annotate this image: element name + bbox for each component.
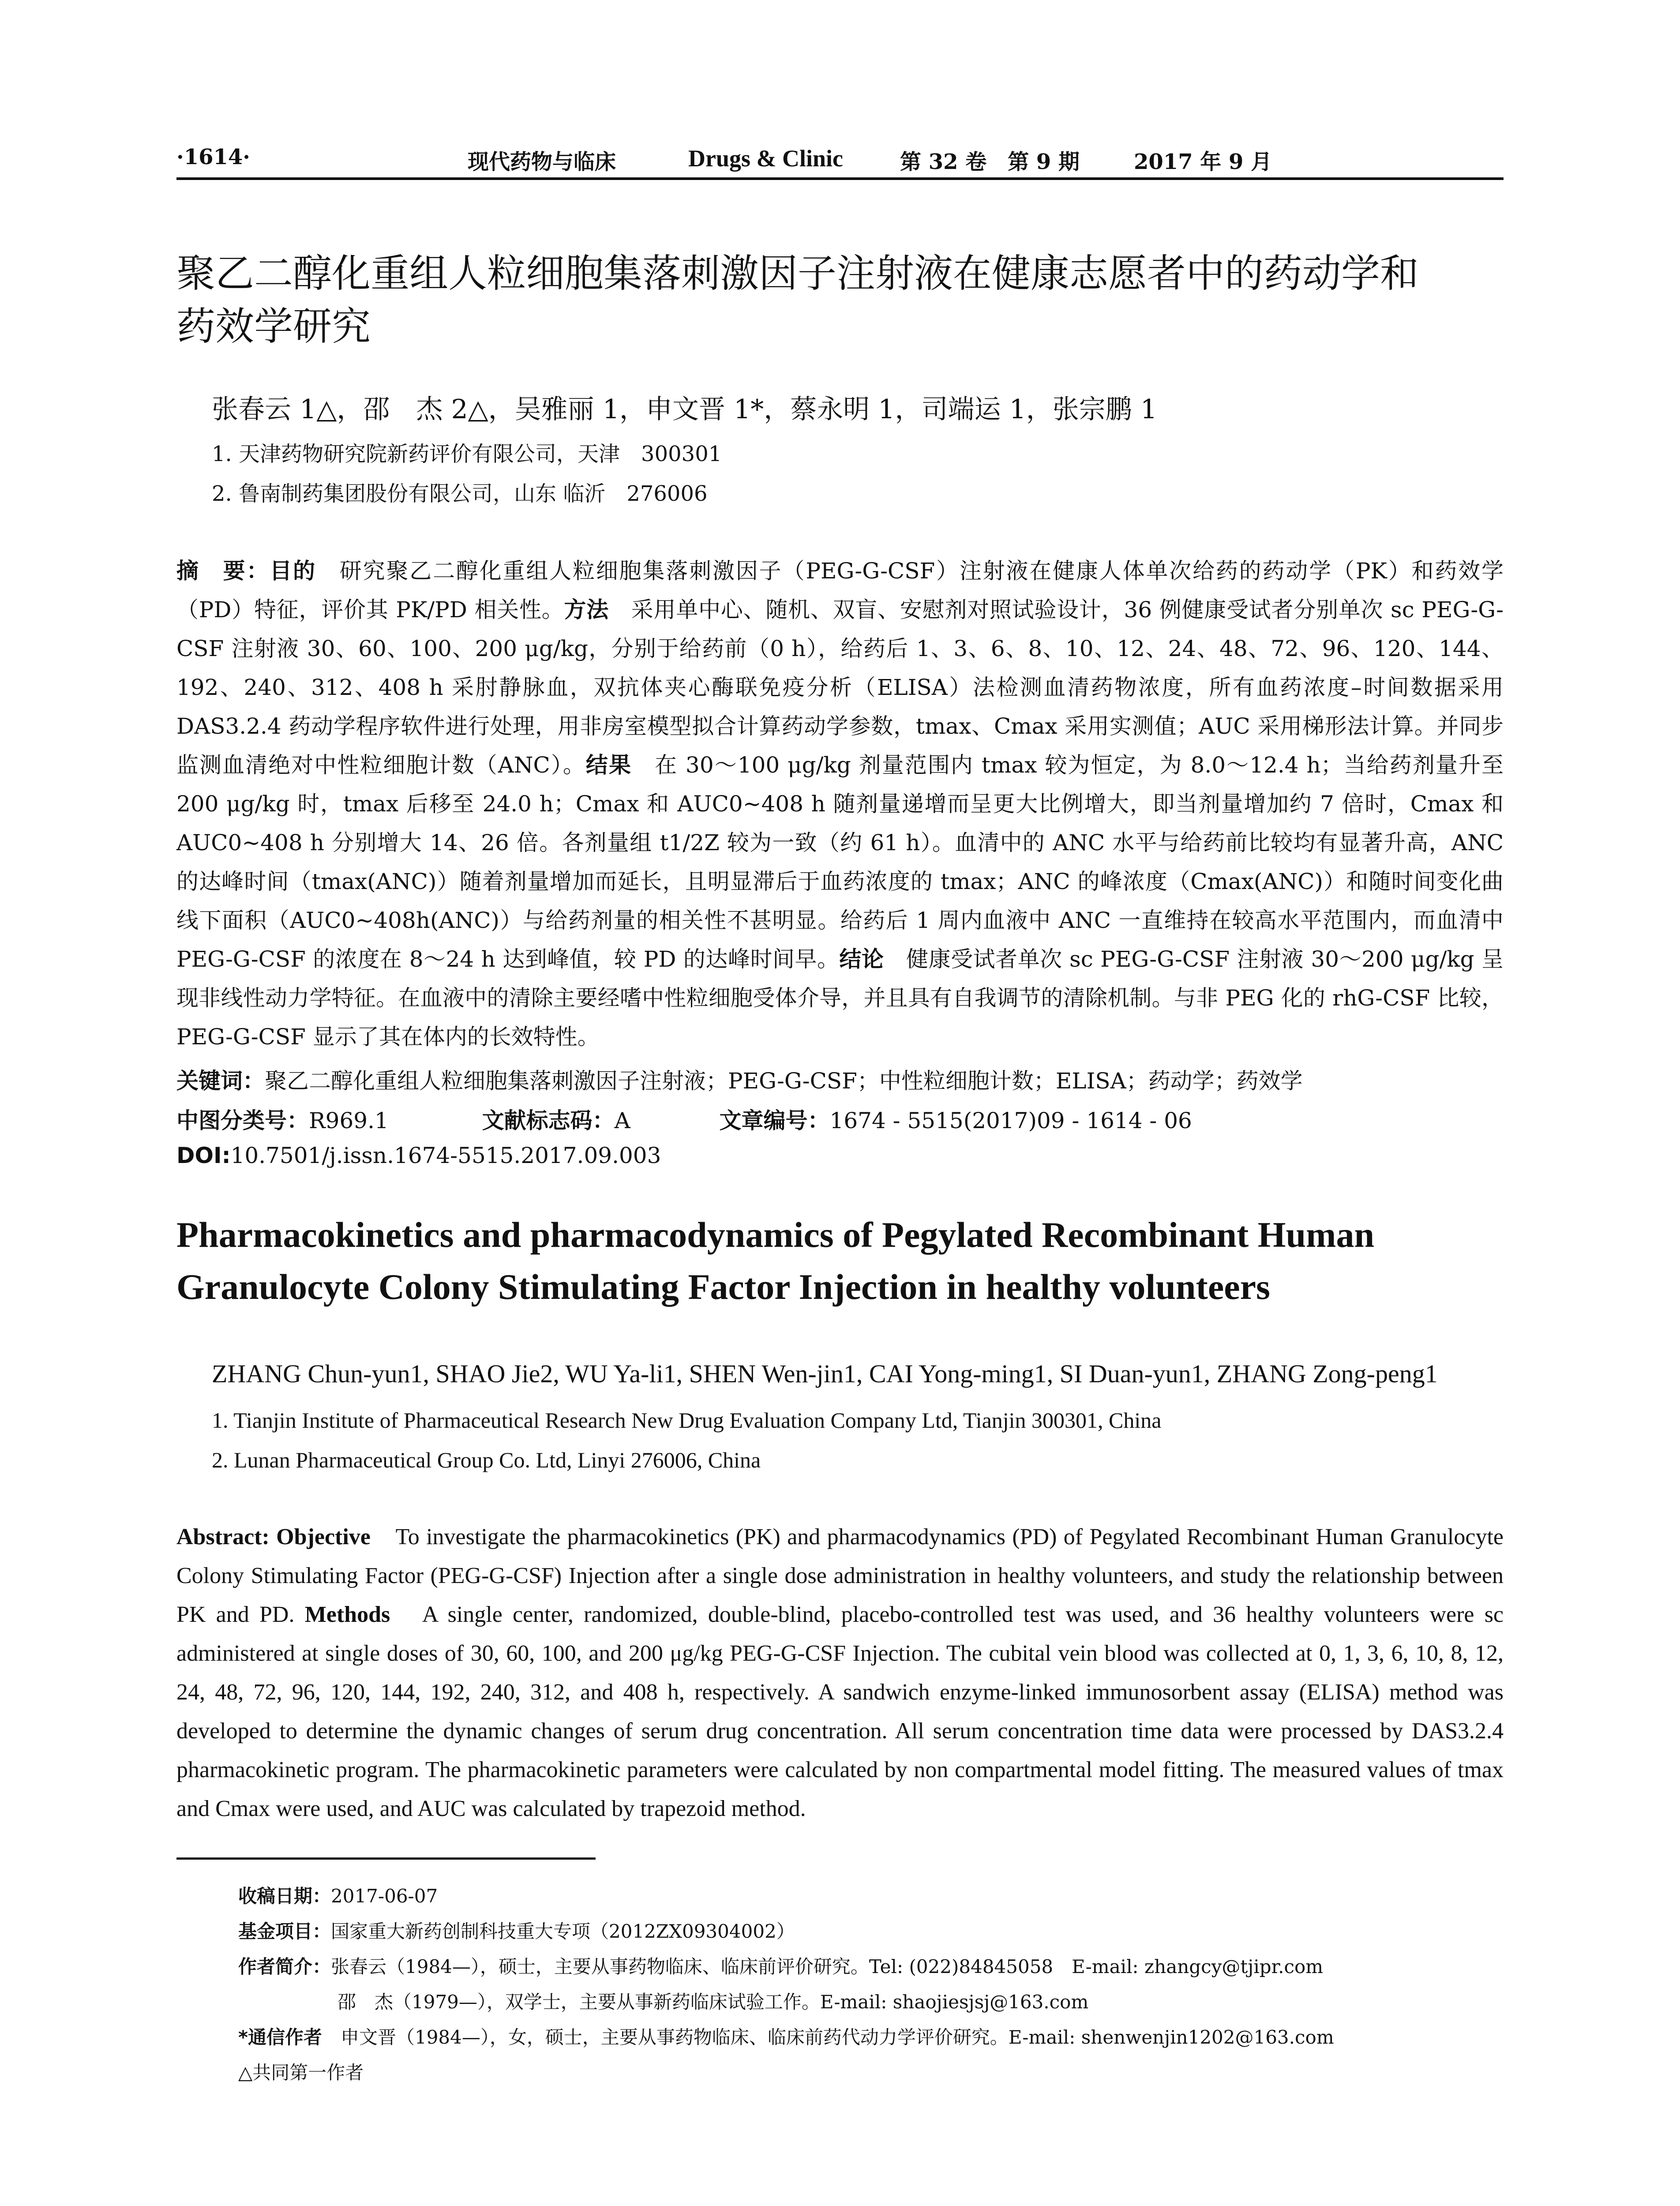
fund-info: 基金项目：国家重大新药创制科技重大专项（2012ZX09304002）	[238, 1921, 795, 1942]
results-text: 在 30～100 μg/kg 剂量范围内 tmax 较为恒定，为 8.0～12.4 h；当给药剂量升至 200 μg/kg 时，tmax 后移至 24.0 h；Cmax 和 AUC0~408 h 随剂量递增而呈更大比例增大，即当剂量增加约 7 倍时，Cmax 和 AUC0~408 h 分别增大 14、26 倍。各剂量组 t1/2Z 较为一致（约 61 h）。血清中的 ANC 水平与给药前比较均有显著升高，ANC 的达峰时间（tmax(ANC)）随着剂量增加而延长，且明显滞后于血药浓度的 tmax；ANC 的峰浓度（Cmax(ANC)）和随时间变化曲线下面积（AUC0~408h(ANC)）与给药剂量的相关性不甚明显。给药后 1 周内血液中 ANC 一直维持在较高水平范围内，而血清中 PEG-G-CSF 的浓度在 8～24 h 达到峰值，较 PD 的达峰时间早。	[176, 752, 1504, 972]
article-no-label: 文章编号：	[719, 1108, 830, 1133]
doc-code-label: 文献标志码：	[482, 1108, 615, 1133]
affiliation-cn-2: 2. 鲁南制药集团股份有限公司，山东 临沂 276006	[212, 481, 708, 506]
classification-line	[176, 1103, 1192, 1135]
methods-en-text: A single center, randomized, double-blind, placebo-controlled test was used, and 36 healthy volunteers were sc administered at single doses of 30, 60, 100, and 200 μg/kg PEG-G-CSF Injection. The cubital vein blood was collected at 0, 1, 3, 6, 10, 8, 12, 24, 48, 72, 96, 120, 144, 192, 240, 312, and 408 h, respectively. A sandwich enzyme-linked immunosorbent assay (ELISA) method was developed to determine the dynamic changes of serum drug concentration. All serum concentration time data were processed by DAS3.2.4 pharmacokinetic program. The pharmacokinetic parameters were calculated by non compartmental model fitting. The measured values of tmax and Cmax were used, and AUC was calculated by trapezoid method.	[176, 1602, 1504, 1821]
journal-name-en: Drugs & Clinic	[688, 145, 843, 172]
abstract-cn	[176, 552, 1504, 1056]
corresponding-author: *通信作者 申文晋（1984—），女，硕士，主要从事药物临床、临床前药代动力学评价研究。E-mail: shenwenjin1202@163.com	[238, 2026, 1334, 2048]
affiliation-cn-1: 1. 天津药物研究院新药评价有限公司，天津 300301	[212, 442, 722, 466]
received-date: 收稿日期：2017-06-07	[238, 1885, 438, 1907]
article-no-value: 1674 - 5515(2017)09 - 1614 - 06	[829, 1108, 1192, 1133]
page-number: ·1614·	[176, 145, 251, 169]
abstract-en	[176, 1518, 1504, 1828]
authors-cn: 张春云 1△，邵 杰 2△，吴雅丽 1，申文晋 1*，蔡永明 1，司端运 1，张宗鹏 1	[212, 394, 1158, 425]
affiliation-en-2: 2. Lunan Pharmaceutical Group Co. Ltd, Linyi 276006, China	[212, 1448, 761, 1472]
authors-en: ZHANG Chun-yun1, SHAO Jie2, WU Ya-li1, SHEN Wen-jin1, CAI Yong-ming1, SI Duan-yun1, ZHANG Zong-peng1	[212, 1359, 1438, 1388]
issue-info: 第 32 卷 第 9 期	[900, 150, 1080, 174]
conclusion-text: 健康受试者单次 sc PEG-G-CSF 注射液 30～200 μg/kg 呈现非线性动力学特征。在血液中的清除主要经嗜中性粒细胞受体介导，并且具有自我调节的清除机制。与非 PEG 化的 rhG-CSF 比较，PEG-G-CSF 显示了其在体内的长效特性。	[176, 946, 1504, 1050]
co-first-author-note: △共同第一作者	[238, 2062, 364, 2083]
objective-text: 研究聚乙二醇化重组人粒细胞集落刺激因子（PEG-G-CSF）注射液在健康人体单次给药的药动学（PK）和药效学（PD）特征，评价其 PK/PD 相关性。	[176, 558, 1504, 623]
clc-label: 中图分类号：	[176, 1108, 309, 1133]
doi-line: DOI:10.7501/j.issn.1674-5515.2017.09.003	[176, 1143, 661, 1168]
objective-en-text: To investigate the pharmacokinetics (PK) and pharmacodynamics (PD) of Pegylated Recombinant Human Granulocyte Colony Stimulating Factor (PEG-G-CSF) Injection after a single dose administration in healthy volunteers, and study the relationship between PK and PD.	[176, 1524, 1504, 1627]
doc-code-value: A	[614, 1108, 630, 1133]
issue-date: 2017 年 9 月	[1134, 150, 1272, 174]
objective-label: 目的	[270, 558, 316, 584]
conclusion-label: 结论	[839, 946, 884, 972]
methods-text: 采用单中心、随机、双盲、安慰剂对照试验设计，36 例健康受试者分别单次 sc PEG-G-CSF 注射液 30、60、100、200 μg/kg，分别于给药前（0 h），给药后 1、3、6、8、10、12、24、48、72、96、120、144、192、240、312、408 h 采肘静脉血，双抗体夹心酶联免疫分析（ELISA）法检测血清药物浓度，所有血药浓度–时间数据采用 DAS3.2.4 药动学程序软件进行处理，用非房室模型拟合计算药动学参数，tmax、Cmax 采用实测值；AUC 采用梯形法计算。并同步监测血清绝对中性粒细胞计数（ANC）。	[176, 597, 1504, 778]
abstract-en-label: Abstract: Objective	[176, 1524, 371, 1549]
keywords-cn: 关键词：聚乙二醇化重组人粒细胞集落刺激因子注射液；PEG-G-CSF；中性粒细胞计数；ELISA；药动学；药效学	[176, 1068, 1303, 1094]
methods-en-label: Methods	[304, 1602, 390, 1627]
methods-label: 方法	[564, 597, 609, 623]
journal-name-cn: 现代药物与临床	[468, 150, 616, 174]
footnote-rule	[176, 1857, 596, 1860]
abstract-label: 摘 要：	[176, 558, 270, 584]
author-bio-1: 作者简介：张春云（1984—），硕士，主要从事药物临床、临床前评价研究。Tel: (022)84845058 E-mail: zhangcy@tjipr.com	[238, 1956, 1324, 1977]
clc-value: R969.1	[309, 1108, 389, 1133]
title-en: Pharmacokinetics and pharmacodynamics of Pegylated Recombinant Human Granulocyte Colony Stimulating Factor Injection in healthy volunteers	[176, 1215, 1375, 1307]
results-label: 结果	[585, 752, 632, 778]
title-cn: 聚乙二醇化重组人粒细胞集落刺激因子注射液在健康志愿者中的药动学和 药效学研究	[176, 251, 1419, 349]
running-header	[176, 142, 1504, 180]
affiliation-en-1: 1. Tianjin Institute of Pharmaceutical Research New Drug Evaluation Company Ltd, Tianjin 300301, China	[212, 1408, 1162, 1433]
author-bio-2: 邵 杰（1979—），双学士，主要从事新药临床试验工作。E-mail: shaojiesjsj@163.com	[338, 1991, 1089, 2013]
